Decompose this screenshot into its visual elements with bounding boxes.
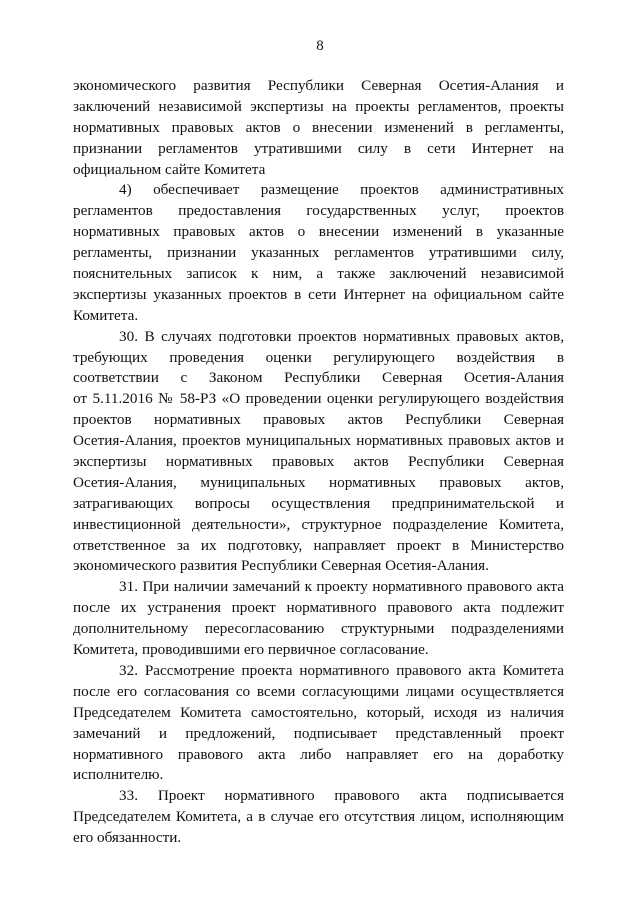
text-line: соответствии с Законом Республики Северная Осетия-Алания [73, 369, 564, 387]
text-line: нормативных правовых актов о внесении изменений в регламенты, [73, 118, 564, 136]
text-line: 30. В случаях подготовки проектов нормативных правовых актов, [119, 327, 564, 345]
text-line: Осетия-Алания, проектов муниципальных нормативных правовых актов и [73, 432, 564, 450]
text-line: исполнителю. [73, 766, 164, 784]
text-line: пояснительных записок к ним, а также заключений независимой [73, 265, 564, 283]
text-line: ответственное за их подготовку, направляет проект в Министерство [73, 536, 564, 554]
text-line: дополнительному пересогласованию структурными подразделениями [73, 620, 564, 638]
text-line: 4) обеспечивает размещение проектов административных [119, 181, 564, 199]
text-line: заключений независимой экспертизы на проекты регламентов, проекты [73, 97, 564, 115]
text-line: экспертизы указанных проектов в сети Интернет на официальном сайте [73, 285, 564, 303]
text-line: Комитета, проводившими его первичное согласование. [73, 641, 429, 659]
text-line: Председателем Комитета самостоятельно, который, исходя из наличия [73, 703, 564, 721]
text-line: регламенты, признании указанных регламентов утратившими силу, [73, 244, 564, 262]
text-line: нормативного правового акта либо направляет его на доработку [73, 745, 564, 763]
text-line: регламентов предоставления государственных услуг, проектов [73, 202, 564, 220]
text-line: экономического развития Республики Северная Осетия-Алания и [73, 77, 564, 94]
text-line: нормативных правовых актов о внесении изменений в указанные [73, 223, 564, 241]
text-line: официальном сайте Комитета [73, 160, 266, 178]
text-line: 33. Проект нормативного правового акта подписывается [119, 787, 564, 805]
text-line: после их устранения проект нормативного правового акта подлежит [73, 599, 564, 617]
document-body [73, 76, 564, 849]
text-line: затрагивающих вопросы осуществления предпринимательской и [73, 494, 564, 512]
text-line: после его согласования со всеми согласующими лицами осуществляется [73, 682, 564, 700]
text-line: его обязанности. [73, 829, 182, 847]
text-line: признании регламентов утратившими силу в сети Интернет на [73, 139, 564, 157]
text-line: 31. При наличии замечаний к проекту нормативного правового акта [119, 578, 564, 596]
text-line: экономического развития Республики Северная Осетия-Алания. [73, 557, 489, 575]
text-line: замечаний и предложений, подписывает представленный проект [73, 724, 564, 742]
text-line: Председателем Комитета, а в случае его отсутствия лицом, исполняющим [73, 808, 564, 826]
text-line: 32. Рассмотрение проекта нормативного правового акта Комитета [119, 661, 564, 679]
page-number: 8 [316, 38, 324, 54]
text-line: Комитета. [73, 306, 139, 324]
text-line: от 5.11.2016 № 58-РЗ «О проведении оценки регулирующего воздействия [73, 390, 564, 408]
text-line: проектов нормативных правовых актов Республики Северная [73, 411, 564, 429]
text-line: требующих проведения оценки регулирующего воздействия в [73, 348, 564, 366]
text-line: инвестиционной деятельности», структурное подразделение Комитета, [73, 515, 564, 533]
text-line: экспертизы нормативных правовых актов Республики Северная [73, 453, 564, 471]
text-line: Осетия-Алания, муниципальных нормативных правовых актов, [73, 473, 564, 491]
